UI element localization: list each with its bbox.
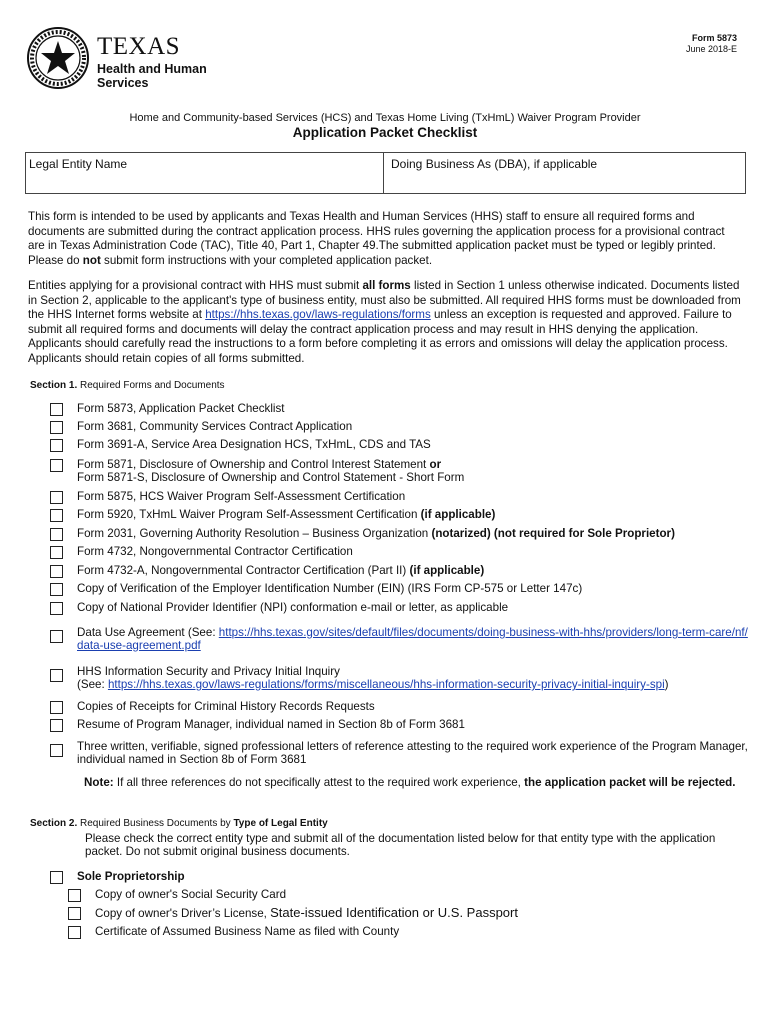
checkbox[interactable] bbox=[50, 528, 63, 541]
section-1-number: Section 1. bbox=[30, 380, 78, 391]
intro-p2-text-end: unless an exception is requested and approved. Failure to submit all required forms and documents will delay the contract application process and may result in HHS denying the application. Applicants should carefully read the instructions to a form before completing it as errors and omissions will delay the application process. Applicants should retain copies of all forms submitted. bbox=[28, 308, 732, 365]
checkbox[interactable] bbox=[68, 907, 81, 920]
list-item-label bbox=[77, 626, 750, 652]
logo-subtitle-line1: Health and Human bbox=[97, 62, 207, 76]
logo-texas-word: TEXAS bbox=[97, 33, 181, 60]
checkbox[interactable] bbox=[50, 701, 63, 714]
list-item bbox=[50, 718, 750, 732]
list-item bbox=[50, 490, 750, 504]
checkbox[interactable] bbox=[50, 439, 63, 452]
list-item-label bbox=[77, 527, 750, 541]
intro-paragraph-1 bbox=[28, 210, 742, 268]
note-label: Note: bbox=[84, 776, 114, 789]
if-applicable-text: (if applicable) bbox=[409, 564, 485, 577]
intro-p1-text: This form is intended to be used by applicants and Texas Health and Human Services (HHS) staff to ensure all required forms and documents are submitted during the contract application process. HHS rules governing the application process for a provisional contract are in Texas Administration Code (TAC), Title 40, Part 1, Chapter 49.The submitted application packet must be typed or legibly printed. Please do bbox=[28, 210, 725, 267]
spi-close: ) bbox=[664, 678, 669, 691]
list-item-label: Copy of National Provider Identifier (NPI) conformation e-mail or letter, as applicable bbox=[77, 601, 509, 614]
spi-link[interactable]: https://hhs.texas.gov/laws-regulations/forms/miscellaneous/hhs-information-security-privacy-initial-inquiry-spi bbox=[107, 678, 665, 691]
list-item bbox=[50, 527, 750, 541]
list-item-label: Resume of Program Manager, individual named in Section 8b of Form 3681 bbox=[77, 718, 465, 731]
intro-p2-text: Entities applying for a provisional contract with HHS must submit bbox=[28, 279, 363, 292]
form-4732a-text: Form 4732-A, Nongovernmental Contractor Certification (Part II) bbox=[77, 564, 410, 577]
checkbox[interactable] bbox=[50, 871, 63, 884]
spi-see: (See: bbox=[77, 678, 108, 691]
list-item bbox=[68, 906, 518, 920]
list-item-label: Copy of Verification of the Employer Identification Number (EIN) (IRS Form CP-575 or Letter 147c) bbox=[77, 582, 583, 595]
legal-entity-name-field[interactable] bbox=[26, 153, 383, 193]
program-title: Home and Community-based Services (HCS) and Texas Home Living (TxHmL) Waiver Program Provider bbox=[129, 112, 641, 124]
section-2-description: Please check the correct entity type and submit all of the documentation listed below for that entity type with the application packet. Do not submit original business documents. bbox=[85, 832, 716, 858]
checkbox[interactable] bbox=[50, 669, 63, 682]
form-2031-text: Form 2031, Governing Authority Resolution – Business Organization bbox=[77, 527, 432, 540]
section-2-title-bold: Type of Legal Entity bbox=[233, 818, 328, 829]
list-item-label: Form 4732, Nongovernmental Contractor Certification bbox=[77, 545, 353, 558]
list-item-label: Three written, verifiable, signed professional letters of reference attesting to the required work experience of the Program Manager, individual named in Section 8b of Form 3681 bbox=[77, 740, 748, 766]
list-item bbox=[50, 420, 750, 434]
list-item bbox=[50, 545, 750, 559]
list-item bbox=[68, 925, 399, 939]
checkbox[interactable] bbox=[68, 889, 81, 902]
form-5920-text: Form 5920, TxHmL Waiver Program Self-Assessment Certification bbox=[77, 508, 421, 521]
form-identifier bbox=[686, 33, 737, 55]
page-title: Application Packet Checklist bbox=[292, 125, 478, 140]
list-item-label bbox=[77, 564, 750, 578]
list-item bbox=[50, 438, 750, 452]
data-use-agreement-link[interactable]: https://hhs.texas.gov/sites/default/files/documents/doing-business-with-hhs/providers/long-term-care/nf/data-use-agreement.pdf bbox=[77, 626, 748, 652]
logo-subtitle-line2: Services bbox=[97, 76, 149, 90]
or-text: or bbox=[429, 458, 442, 471]
checkbox[interactable] bbox=[50, 459, 63, 472]
data-use-agreement-text: Data Use Agreement (See: bbox=[77, 626, 219, 639]
checkbox[interactable] bbox=[50, 491, 63, 504]
list-item-label: Certificate of Assumed Business Name as filed with County bbox=[95, 925, 400, 938]
sole-proprietorship-option bbox=[50, 870, 750, 884]
sole-proprietorship-label: Sole Proprietorship bbox=[77, 870, 185, 883]
list-item-label: Form 5873, Application Packet Checklist bbox=[77, 402, 285, 415]
checkbox[interactable] bbox=[50, 583, 63, 596]
checkbox[interactable] bbox=[50, 630, 63, 643]
list-item bbox=[50, 508, 750, 522]
list-item-label: Copy of owner's Social Security Card bbox=[95, 888, 287, 901]
dba-field[interactable] bbox=[383, 153, 745, 193]
list-item-label bbox=[95, 906, 518, 920]
list-item bbox=[50, 740, 750, 766]
section-1-title: Required Forms and Documents bbox=[77, 380, 225, 391]
list-item-label bbox=[77, 458, 750, 484]
note-text: If all three references do not specifically attest to the required work experience, bbox=[113, 776, 525, 789]
checkbox[interactable] bbox=[50, 565, 63, 578]
form-number: Form 5873 bbox=[691, 33, 737, 43]
list-item-label bbox=[77, 665, 750, 691]
form-5871s-text: Form 5871-S, Disclosure of Ownership and Control Statement - Short Form bbox=[77, 471, 465, 484]
form-date: June 2018-E bbox=[685, 44, 737, 54]
list-item bbox=[50, 402, 750, 416]
hhs-forms-link[interactable]: https://hhs.texas.gov/laws-regulations/forms bbox=[205, 308, 431, 321]
checkbox[interactable] bbox=[50, 546, 63, 559]
intro-p1-text-end: submit form instructions with your completed application packet. bbox=[100, 253, 433, 267]
list-item-label: Copies of Receipts for Criminal History Records Requests bbox=[77, 700, 375, 713]
list-item-label: Form 5875, HCS Waiver Program Self-Assessment Certification bbox=[77, 490, 406, 503]
dba-label: Doing Business As (DBA), if applicable bbox=[391, 157, 598, 171]
list-item bbox=[68, 888, 286, 902]
logo-subtitle bbox=[97, 62, 207, 90]
checkbox[interactable] bbox=[50, 403, 63, 416]
notarized-text: (notarized) (not required for Sole Proprietor) bbox=[431, 527, 675, 540]
list-item bbox=[50, 582, 750, 596]
entity-name-table bbox=[25, 152, 746, 194]
state-id-text: State-issued Identification or U.S. Passport bbox=[270, 905, 518, 920]
checkbox[interactable] bbox=[50, 719, 63, 732]
list-item bbox=[50, 601, 750, 615]
list-item-label bbox=[77, 508, 750, 522]
list-item bbox=[50, 564, 750, 578]
list-item bbox=[50, 626, 750, 652]
if-applicable-text: (if applicable) bbox=[420, 508, 496, 521]
intro-p2-bold: all forms bbox=[362, 279, 411, 292]
section-2-number: Section 2. bbox=[30, 818, 78, 829]
list-item-label: Form 3691-A, Service Area Designation HCS, TxHmL, CDS and TAS bbox=[77, 438, 431, 451]
legal-entity-name-label: Legal Entity Name bbox=[29, 157, 128, 171]
list-item bbox=[50, 665, 750, 691]
list-item-label: Form 3681, Community Services Contract Application bbox=[77, 420, 353, 433]
list-item bbox=[50, 458, 750, 484]
note-bold: the application packet will be rejected. bbox=[524, 776, 736, 789]
intro-paragraph-2 bbox=[28, 279, 742, 366]
spi-title: HHS Information Security and Privacy Initial Inquiry bbox=[77, 665, 340, 678]
drivers-license-text: Copy of owner's Driver’s License, bbox=[95, 907, 271, 920]
checkbox[interactable] bbox=[68, 926, 81, 939]
section-2-title: Required Business Documents by bbox=[77, 818, 234, 829]
intro-p2-text-mid: listed in Section 1 unless otherwise indicated. Documents listed in Section 2, applicable to the applicant's type of business entity, must also be submitted. All required HHS forms must be downloaded from the HHS Internet forms website at bbox=[28, 279, 741, 321]
list-item bbox=[50, 700, 750, 714]
checkbox[interactable] bbox=[50, 744, 63, 757]
intro-p1-bold: not bbox=[82, 253, 101, 267]
checkbox[interactable] bbox=[50, 421, 63, 434]
section-2-heading bbox=[30, 818, 328, 829]
form-5871-text: Form 5871, Disclosure of Ownership and Control Interest Statement bbox=[77, 458, 430, 471]
texas-seal-logo bbox=[27, 27, 89, 89]
checkbox[interactable] bbox=[50, 509, 63, 522]
section-1-heading bbox=[30, 380, 225, 391]
references-note bbox=[84, 776, 744, 790]
checkbox[interactable] bbox=[50, 602, 63, 615]
